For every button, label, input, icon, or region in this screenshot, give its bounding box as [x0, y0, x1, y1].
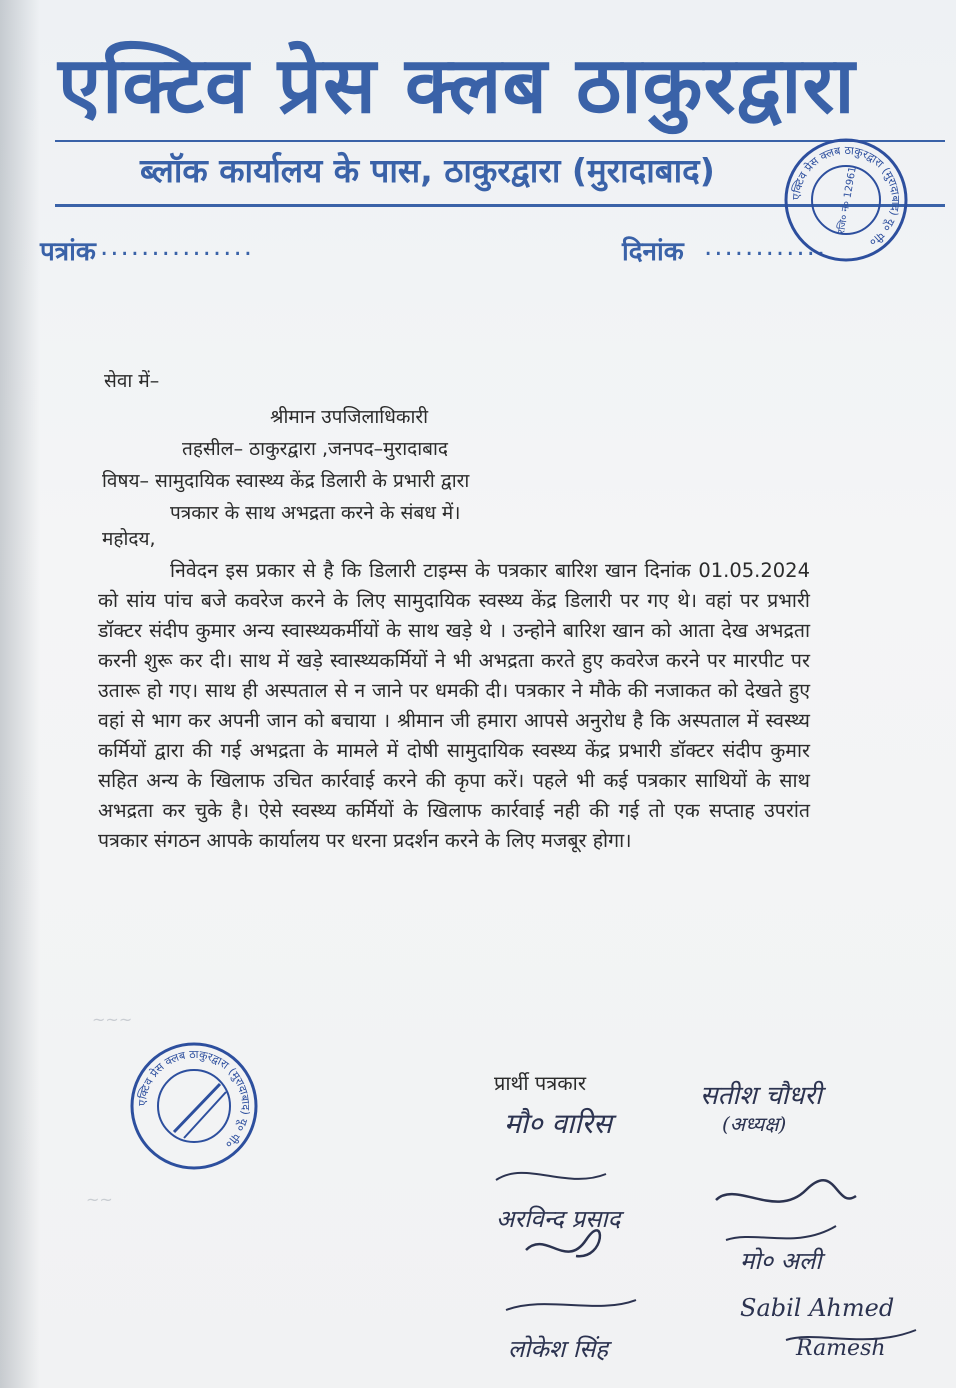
signature-scribbles: [486, 1160, 926, 1360]
letterhead-address: ब्लॉक कार्यालय के पास, ठाकुरद्वारा (मुरादाबाद): [140, 151, 715, 190]
signature-2-role: (अध्यक्ष): [722, 1112, 787, 1136]
svg-text:एक्टिव प्रेस क्लब ठाकुरद्वारा: एक्टिव प्रेस क्लब ठाकुरद्वारा (मुरादाबाद) यू० पी०: [135, 1047, 253, 1151]
subject-line-2: पत्रकार के साथ अभद्रता करने के संबध में।: [170, 502, 461, 524]
signature-5: मो० अली: [740, 1247, 822, 1275]
signature-7: Ramesh: [796, 1336, 886, 1361]
scan-shadow: [0, 0, 40, 1388]
signature-4: लोकेश सिंह: [508, 1335, 609, 1363]
letter-body: निवेदन इस प्रकार से है कि डिलारी टाइम्स के पत्रकार बारिश खान दिनांक 01.05.2024 को सांय पांच बजे कवरेज करने के लिए सामुदायिक स्वस्थ्य केंद्र डिलारी पर गए थे। वहां पर प्रभारी डॉक्टर संदीप कुमार अन्य स्वास्थ्यकर्मीयों के साथ खड़े थे । उन्होने बारिश खान को आता देख अभद्रता करनी शुरू कर दी। साथ में खड़े स्वास्थ्यकर्मियों ने भी अभद्रता करते हुए कवरेज करने पर मारपीट पर उतारू हो गए। साथ ही अस्पताल से न जाने पर धमकी दी। पत्रकार ने मौके की नजाकत को देखते हुए वहां से भाग कर अपनी जान को बचाया । श्रीमान जी हमारा आपसे अनुरोध है कि अस्पताल में स्वस्थ्य कर्मियों द्वारा की गई अभद्रता के मामले में दोषी सामुदायिक स्वस्थ्य केंद्र प्रभारी डॉक्टर संदीप कुमार सहित अन्य के खिलाफ उचित कार्रवाई करने की कृपा करें। पहले भी कई पत्रकार साथियों के साथ अभद्रता कर चुके है। ऐसे स्वस्थ्य कर्मियों के खिलाफ कार्रवाई नही की गई तो एक सप्ताह उपरांत पत्रकार संगठन आपके कार्यालय पर धरना प्रदर्शन करने के लिए मजबूर होगा।: [98, 559, 810, 852]
svg-text:रजि० नं० 12961: रजि० नं० 12961: [836, 165, 859, 235]
applicant-label: प्रार्थी पत्रकार: [494, 1071, 586, 1095]
club-seal-stamp-top: [782, 136, 910, 264]
letterhead-title: एक्टिव प्रेस क्लब ठाकुरद्वारा: [58, 41, 856, 131]
subject-line-1: विषय– सामुदायिक स्वास्थ्य केंद्र डिलारी के प्रभारी द्वारा: [102, 470, 470, 492]
club-seal-stamp-bottom: [128, 1040, 260, 1172]
date-dots: ............: [704, 232, 828, 262]
recipient-address: तहसील– ठाकुरद्वारा ,जनपद–मुरादाबाद: [182, 438, 448, 460]
bleed-through-mark: ~~~: [92, 1010, 133, 1029]
date-label: दिनांक: [622, 237, 684, 267]
ref-label: पत्रांक: [40, 237, 96, 267]
to-label: सेवा में–: [104, 370, 160, 392]
svg-text:एक्टिव प्रेस क्लब ठाकुरद्वारा: एक्टिव प्रेस क्लब ठाकुरद्वारा (मुरादाबाद) यू० पी०: [789, 143, 903, 249]
salutation: महोदय,: [102, 528, 156, 550]
ref-dots: ...............: [100, 232, 254, 262]
signature-3: अरविन्द प्रसाद: [496, 1205, 621, 1233]
signature-1: मौ० वारिस: [504, 1107, 612, 1140]
recipient-name: श्रीमान उपजिलाधिकारी: [270, 406, 429, 428]
bleed-through-mark: ~~: [86, 1190, 113, 1209]
signature-6: Sabil Ahmed: [740, 1294, 895, 1322]
signature-2: सतीश चौधरी: [700, 1081, 822, 1111]
